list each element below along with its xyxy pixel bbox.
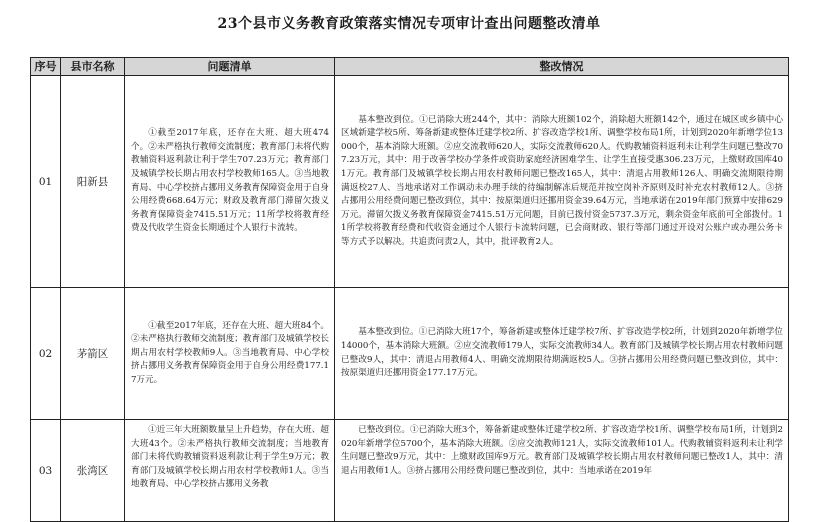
row-number: 03 <box>31 420 61 522</box>
table-row <box>31 76 789 288</box>
county-name: 茅箭区 <box>61 288 125 420</box>
rectification-text: 基本整改到位。①已消除大班17个，筹备新建或整体迁建学校7所、扩容改造学校2所，计划到2020年新增学位14000个，基本消除大班额。②应交流教师179人，实际交流教师34人。教育部门及城镇学校长期占用农村教师问题已整改9人，其中：清退占用教师4人、明确交流期限待期满返校5人。③挤占挪用公用经费问题已整改到位，其中：按原渠道归还挪用资金177.17万元。 <box>341 327 783 379</box>
rectification-cell <box>335 420 789 522</box>
row-number: 02 <box>31 288 61 420</box>
table-header-row <box>31 58 789 76</box>
issue-cell <box>125 76 335 288</box>
header-county: 县市名称 <box>61 58 125 76</box>
issue-cell <box>125 288 335 420</box>
issue-text: ①近三年大班额数量呈上升趋势，存在大班、超大班43个。②未严格执行教师交流制度；当地教育部门未将代购教辅资料返利款让利于学生9万元；教育部门及城镇学校长期占用农村学校教师1人。③当地教育局、中心学校挤占挪用义务教 <box>131 425 329 490</box>
rectification-cell <box>335 288 789 420</box>
rectification-table <box>30 57 789 522</box>
table-row <box>31 420 789 522</box>
county-name: 阳新县 <box>61 76 125 288</box>
header-rectification: 整改情况 <box>335 58 789 76</box>
rectification-cell <box>335 76 789 288</box>
county-name: 张湾区 <box>61 420 125 522</box>
issue-text: ①截至2017年底，还存在大班、超大班84个。②未严格执行教师交流制度；教育部门及城镇学校长期占用农村学校教师9人。③当地教育局、中心学校挤占挪用义务教育保障资金用于自身公用经费177.17万元。 <box>131 320 329 385</box>
table-row <box>31 288 789 420</box>
issue-text: ①截至2017年底，还存在大班、超大班474个。②未严格执行教师交流制度；教育部门未将代购教辅资料返利款让利于学生707.23万元；教育部门及城镇学校长期占用农村学校教师165人。③当地教育局、中心学校挤占挪用义务教育保障资金用于自身公用经费668.64万元；财政及教育部门滞留欠拨义务教育保障资金7415.51万元；11所学校将教育经费及代收学生资金长期通过个人银行卡流转。 <box>131 128 329 234</box>
rectification-text: 已整改到位。①已消除大班3个，筹备新建或整体迁建学校2所、扩容改造学校1所、调整学校布局1所，计划到2020年新增学位5700个，基本消除大班额。②应交流教师121人，实际交流教师101人。代购教辅资料返利未让利学生问题已整改9万元，其中：上缴财政国库9万元。教育部门及城镇学校长期占用农村教师问题已整改1人，其中：清退占用教师1人。③挤占挪用公用经费问题已整改到位，其中：当地承诺在2019年 <box>341 425 783 476</box>
issue-cell <box>125 420 335 522</box>
page-title: 23个县市义务教育政策落实情况专项审计查出问题整改清单 <box>217 16 601 32</box>
rectification-text: 基本整改到位。①已消除大班244个，其中：消除大班额102个，消除超大班额142个，通过在城区或乡镇中心区域新建学校5所、筹备新建或整体迁建学校2所、扩容改造学校1所、调整学校布局1所，计划到2020年新增学位13000个，基本消除大班额。②应交流教师620人，实际交流教师620人。代购教辅资料返利未让利学生问题已整改707.23万元，其中：用于改善学校办学条件或资助家庭经济困难学生、让学生直接受惠306.23万元，上缴财政国库401万元。教育部门及城镇学校长期占用农村教师问题已整改165人，其中：清退占用教师126人、明确交流期限待期满返校27人、当地承诺对工作调动未办理手续的待编制解冻后规范并按空岗补齐原则及时补充农村教师12人。③挤占挪用公用经费问题已整改到位，其中：按原渠道归还挪用资金39.64万元，当地承诺在2019年部门预算中安排629万元。滞留欠拨义务教育保障资金7415.51万元问题，目前已拨付资金5737.3万元，剩余资金年底前可全部拨付。11所学校将教育经费和代收资金通过个人银行卡流转问题，已会商财政、银行等部门通过开设对公账户或办理公务卡等方式予以解决。共追责问责2人，其中，批评教育2人。 <box>341 114 783 247</box>
header-issues: 问题清单 <box>125 58 335 76</box>
header-no: 序号 <box>31 58 61 76</box>
row-number: 01 <box>31 76 61 288</box>
